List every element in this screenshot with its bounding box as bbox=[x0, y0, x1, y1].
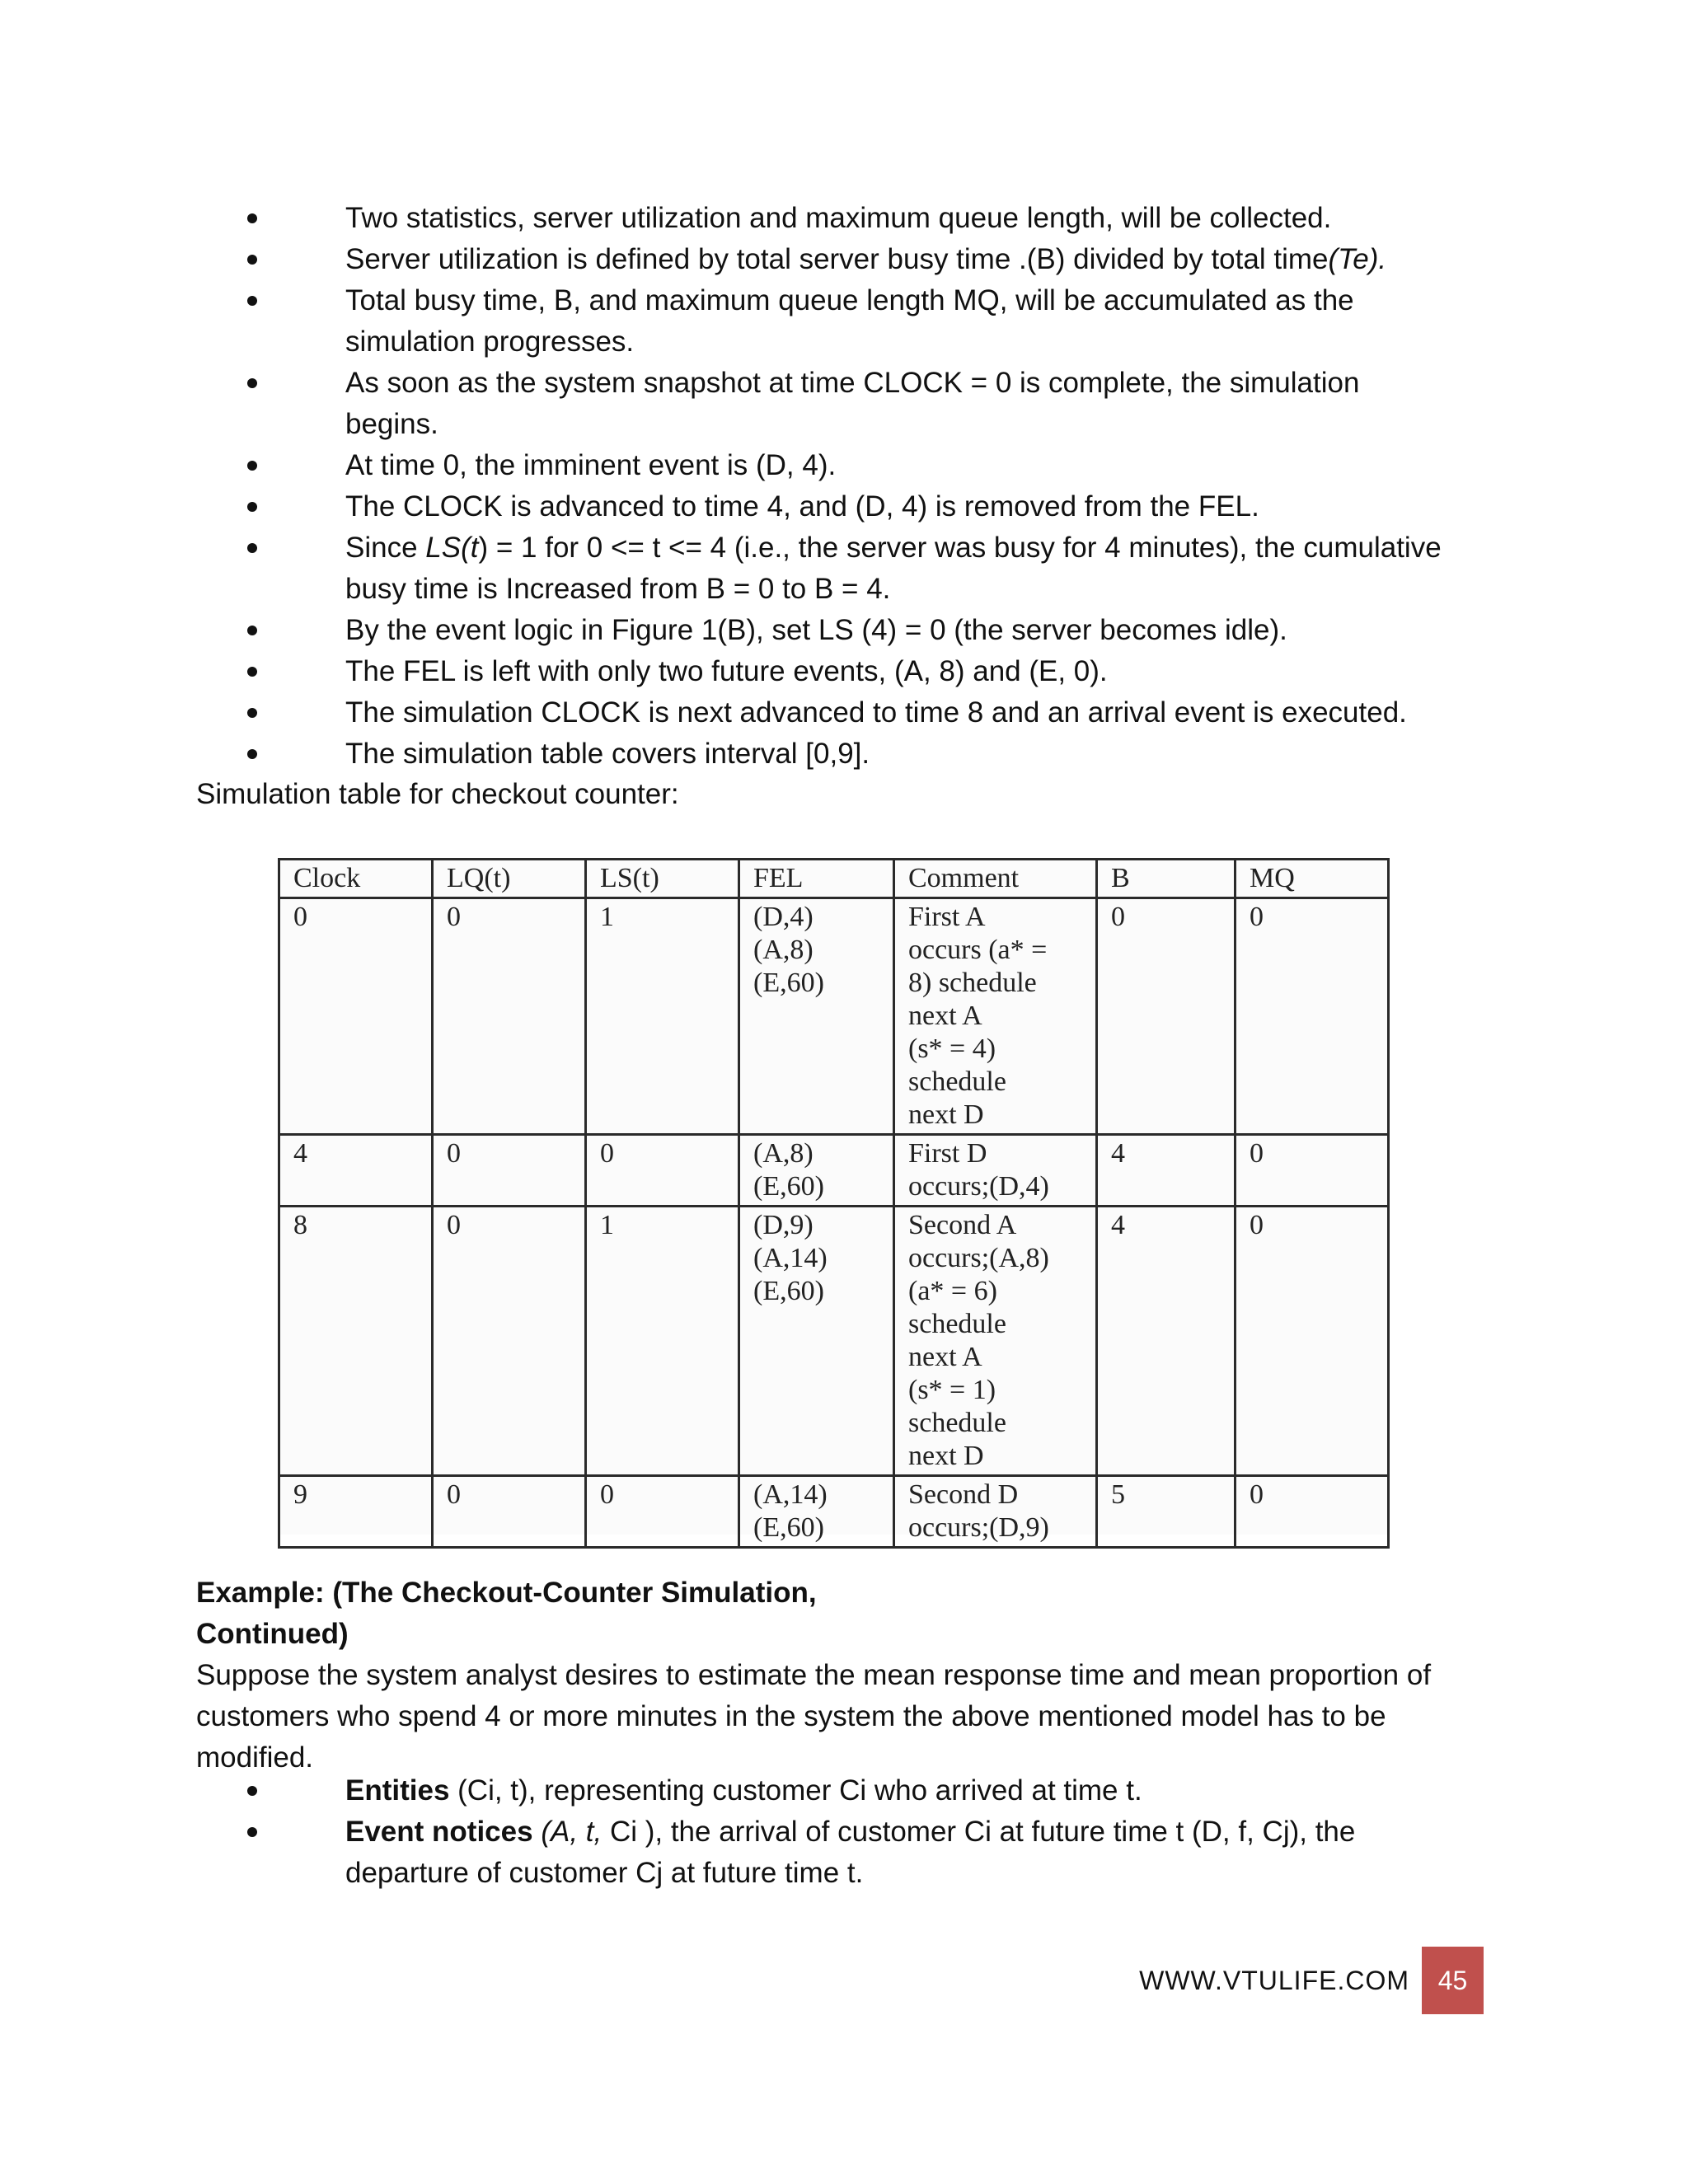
bullet-text-segment: At time 0, the imminent event is (D, 4). bbox=[345, 449, 837, 481]
top-bullet-8 bbox=[247, 610, 1459, 651]
bullet-text-segment: Ci ), the arrival of customer Ci at future time t (D, f, Cj), the departure of customer Cj at future time t. bbox=[345, 1816, 1356, 1889]
model-components-bullet-list bbox=[247, 1770, 1459, 1894]
top-bullet-6 bbox=[247, 486, 1459, 527]
table-cell: 4 bbox=[279, 1135, 433, 1207]
table-cell: First A occurs (a* = 8) schedule next A (s* = 4) schedule next D bbox=[894, 898, 1097, 1135]
table-cell: 0 bbox=[1097, 898, 1236, 1135]
table-cell: 0 bbox=[433, 1135, 586, 1207]
table-row bbox=[279, 1135, 1389, 1207]
table-cell: 0 bbox=[1236, 1207, 1389, 1476]
footer-website: WWW.VTULIFE.COM bbox=[1139, 1966, 1409, 1995]
table-cell: 4 bbox=[1097, 1135, 1236, 1207]
bullet-text-segment: Since bbox=[345, 532, 426, 564]
bullet-text-segment: The CLOCK is advanced to time 4, and (D, 4) is removed from the FEL. bbox=[345, 490, 1259, 523]
top-bullet-11 bbox=[247, 733, 1459, 775]
top-bullet-9 bbox=[247, 651, 1459, 692]
table-cell: Second A occurs;(A,8) (a* = 6) schedule next A (s* = 1) schedule next D bbox=[894, 1207, 1097, 1476]
column-header: Clock bbox=[279, 860, 433, 898]
table-cell: (A,14) (E,60) bbox=[739, 1476, 894, 1548]
table-cell: 9 bbox=[279, 1476, 433, 1548]
statistics-bullet-list bbox=[247, 198, 1459, 775]
top-bullet-10 bbox=[247, 692, 1459, 733]
bullet-text-segment bbox=[533, 1816, 542, 1848]
table-cell: 0 bbox=[279, 898, 433, 1135]
table-cell: 1 bbox=[586, 1207, 739, 1476]
top-bullet-2 bbox=[247, 239, 1459, 280]
table-cell: (D,4) (A,8) (E,60) bbox=[739, 898, 894, 1135]
table-cell: 8 bbox=[279, 1207, 433, 1476]
table-cell: Second D occurs;(D,9) bbox=[894, 1476, 1097, 1548]
bullet-text-segment: Event notices bbox=[345, 1816, 533, 1848]
table-cell: First D occurs;(D,4) bbox=[894, 1135, 1097, 1207]
table-cell: 0 bbox=[433, 1476, 586, 1548]
bullet-text-segment: Total busy time, B, and maximum queue length MQ, will be accumulated as the simulation progresses. bbox=[345, 284, 1354, 358]
simulation-table-image bbox=[278, 858, 1387, 1543]
table-cell: (D,9) (A,14) (E,60) bbox=[739, 1207, 894, 1476]
table-cell: 0 bbox=[586, 1476, 739, 1548]
top-bullet-1 bbox=[247, 198, 1459, 239]
bullet-text-segment: The FEL is left with only two future events, (A, 8) and (E, 0). bbox=[345, 655, 1108, 687]
top-bullet-7 bbox=[247, 527, 1459, 610]
table-cell: 5 bbox=[1097, 1476, 1236, 1548]
table-row bbox=[279, 1207, 1389, 1476]
table-cell: 0 bbox=[433, 898, 586, 1135]
table-caption: Simulation table for checkout counter: bbox=[196, 778, 679, 810]
table-cell: 1 bbox=[586, 898, 739, 1135]
table-cell: (A,8) (E,60) bbox=[739, 1135, 894, 1207]
bullet-text-segment: LS(t bbox=[425, 532, 479, 564]
page-footer bbox=[1137, 1947, 1484, 2014]
table-row bbox=[279, 1476, 1389, 1548]
table-header-row bbox=[279, 860, 1389, 898]
table-cell: 0 bbox=[586, 1135, 739, 1207]
bullet-text-segment: (Te). bbox=[1328, 243, 1387, 275]
example-title-line-1: Example: (The Checkout-Counter Simulation, bbox=[196, 1577, 817, 1609]
column-header: MQ bbox=[1236, 860, 1389, 898]
bullet-text-segment: The simulation CLOCK is next advanced to time 8 and an arrival event is executed. bbox=[345, 696, 1407, 729]
bottom-bullet-2 bbox=[247, 1811, 1459, 1894]
table-cell: 4 bbox=[1097, 1207, 1236, 1476]
table-cell: 0 bbox=[433, 1207, 586, 1476]
example-title-line-2: Continued) bbox=[196, 1618, 349, 1650]
table-cell: 0 bbox=[1236, 898, 1389, 1135]
example-paragraph: Suppose the system analyst desires to estimate the mean response time and mean proportion of customers who spend 4 or more minutes in the system the above mentioned model has to be modified. bbox=[196, 1659, 1432, 1774]
column-header: LQ(t) bbox=[433, 860, 586, 898]
table-row bbox=[279, 898, 1389, 1135]
bullet-text-segment: Server utilization is defined by total server busy time .(B) divided by total time bbox=[345, 243, 1329, 275]
simulation-table bbox=[278, 858, 1390, 1549]
top-bullet-3 bbox=[247, 280, 1459, 363]
table-cell: 0 bbox=[1236, 1135, 1389, 1207]
column-header: LS(t) bbox=[586, 860, 739, 898]
bullet-text-segment: The simulation table covers interval [0,9]. bbox=[345, 738, 870, 770]
page-number-badge: 45 bbox=[1422, 1947, 1484, 2014]
bottom-bullet-1 bbox=[247, 1770, 1459, 1811]
table-cell: 0 bbox=[1236, 1476, 1389, 1548]
bullet-text-segment: ) = 1 for 0 <= t <= 4 (i.e., the server was busy for 4 minutes), the cumulative busy time is Increased from B = 0 to B = 4. bbox=[345, 532, 1442, 605]
example-section bbox=[196, 1572, 1482, 1779]
top-bullet-4 bbox=[247, 363, 1459, 445]
column-header: Comment bbox=[894, 860, 1097, 898]
bullet-text-segment: Entities bbox=[345, 1774, 450, 1807]
bullet-text-segment: (Ci, t), representing customer Ci who arrived at time t. bbox=[449, 1774, 1142, 1807]
bullet-text-segment: By the event logic in Figure 1(B), set LS (4) = 0 (the server becomes idle). bbox=[345, 614, 1287, 646]
bullet-text-segment: Two statistics, server utilization and maximum queue length, will be collected. bbox=[345, 202, 1332, 234]
top-bullet-5 bbox=[247, 445, 1459, 486]
column-header: FEL bbox=[739, 860, 894, 898]
column-header: B bbox=[1097, 860, 1236, 898]
bullet-text-segment: (A, t, bbox=[541, 1816, 603, 1848]
bullet-text-segment: As soon as the system snapshot at time CLOCK = 0 is complete, the simulation begins. bbox=[345, 367, 1360, 440]
